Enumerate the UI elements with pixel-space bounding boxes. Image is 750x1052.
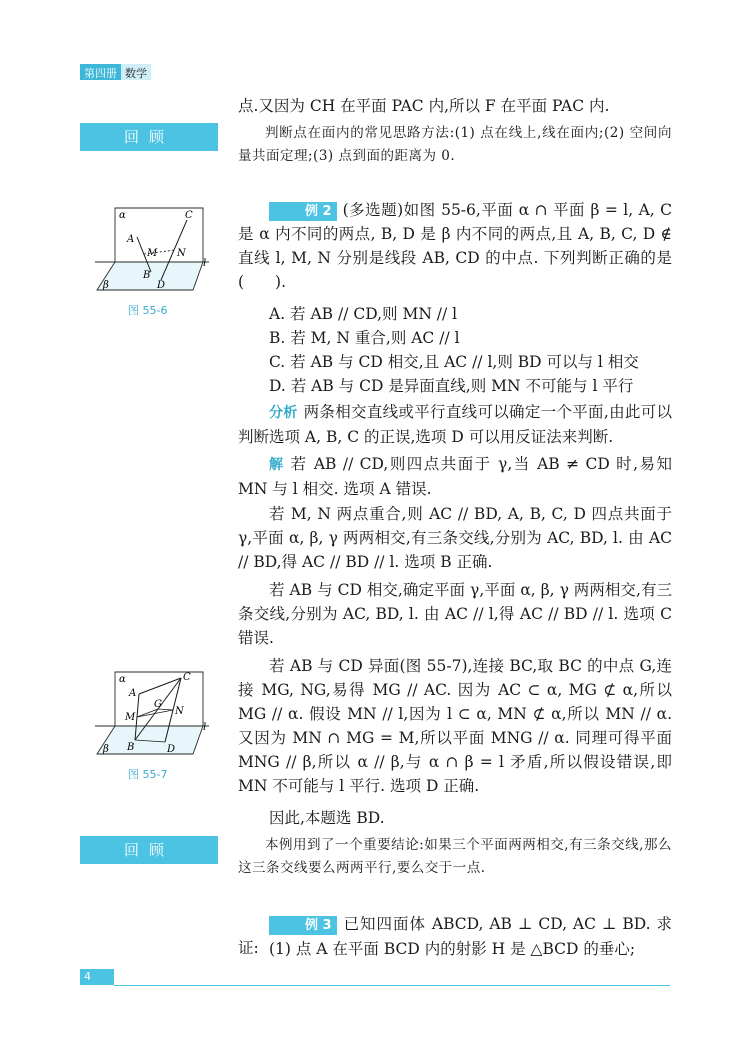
label-d: D bbox=[157, 280, 166, 291]
label-a: A bbox=[127, 234, 135, 245]
top-line: 点.又因为 CH 在平面 PAC 内,所以 F 在平面 PAC 内. bbox=[238, 97, 610, 115]
label-beta: β bbox=[103, 280, 109, 291]
label-alpha: α bbox=[119, 674, 126, 685]
label-b: B bbox=[127, 742, 135, 753]
option-b: B. 若 M, N 重合,则 AC // l bbox=[269, 329, 460, 347]
figure-55-6 bbox=[95, 204, 215, 294]
label-alpha: α bbox=[119, 210, 126, 221]
header-tag bbox=[80, 64, 151, 80]
page-number: 4 bbox=[80, 969, 114, 985]
label-c: C bbox=[185, 210, 193, 221]
example-2-tag: 例 2 bbox=[269, 202, 337, 221]
figure-55-7 bbox=[95, 668, 215, 758]
solution-paragraph-2: 若 M, N 两点重合,则 AC // BD, A, B, C, D 四点共面于 γ,平面 α, β, γ 两两相交,有三条交线,分别为 AC, BD, l. 由 AC // BD,得 AC // BD // l. 选项 B 正确. bbox=[238, 505, 672, 571]
example-3-part-1: (1) 点 A 在平面 BCD 内的射影 H 是 △BCD 的垂心; bbox=[269, 940, 636, 958]
option-d: D. 若 AB 与 CD 是异面直线,则 MN 不可能与 l 平行 bbox=[269, 377, 634, 395]
analysis-label: 分析 bbox=[269, 405, 298, 421]
review-box-2: 回顾 bbox=[80, 836, 218, 864]
example-3-tag: 例 3 bbox=[269, 916, 337, 935]
option-a: A. 若 AB // CD,则 MN // l bbox=[269, 305, 458, 323]
solution-paragraph-4: 若 AB 与 CD 异面(图 55-7),连接 BC,取 BC 的中点 G,连接 MG, NG,易得 MG // AC. 因为 AC ⊂ α, MG ⊄ α,所以 MG // α. 假设 MN // l,因为 l ⊂ α, MN ⊄ α,所以 MN // α. 又因为 MN ∩ MG = M,所以平面 MNG // α. 同理可得平面 MNG // β,所以 α // β,与 α ∩ β = l 矛盾,所以假设错误,即 MN 不可能与 l 平行. 选项 D 正确. bbox=[238, 657, 672, 795]
solution-paragraph-3: 若 AB 与 CD 相交,确定平面 γ,平面 α, β, γ 两两相交,有三条交线,分别为 AC, BD, l. 由 AC // l,得 AC // BD // l. 选项 C 错误. bbox=[238, 581, 672, 647]
example-3-stem-text: 已知四面体 ABCD, AB ⊥ CD, AC ⊥ BD. 求证: bbox=[238, 915, 672, 957]
example-2-stem-text: (多选题)如图 55-6,平面 α ∩ 平面 β = l, A, C 是 α 内不同的两点, B, D 是 β 内不同的两点,且 A, B, C, D ∉ 直线 l, M, N 分别是线段 AB, CD 的中点. 下列判断正确的是( ). bbox=[238, 201, 672, 291]
label-m: M bbox=[125, 712, 136, 723]
label-l: l bbox=[203, 722, 207, 733]
solution-text-1: 若 AB // CD,则四点共面于 γ,当 AB ≠ CD 时,易知 MN 与 l 相交. 选项 A 错误. bbox=[238, 455, 672, 498]
label-c: C bbox=[183, 672, 191, 683]
figure-caption-55-6: 图 55-6 bbox=[128, 304, 168, 317]
label-g: G bbox=[154, 699, 162, 710]
plane-beta bbox=[97, 726, 203, 754]
solution-label: 解 bbox=[269, 457, 285, 473]
subject-label: 数学 bbox=[121, 64, 151, 80]
label-n: N bbox=[177, 248, 186, 259]
solution-conclusion: 因此,本题选 BD. bbox=[269, 809, 385, 827]
label-m: M bbox=[147, 248, 158, 259]
review-box-1: 回顾 bbox=[80, 123, 218, 151]
example-2-stem bbox=[238, 198, 672, 294]
label-beta: β bbox=[103, 744, 109, 755]
solution-paragraph-1 bbox=[238, 452, 672, 501]
figure-caption-55-7: 图 55-7 bbox=[128, 768, 168, 781]
review-text-1: 判断点在面内的常见思路方法:(1) 点在线上,线在面内;(2) 空间向量共面定理;(3) 点到面的距离为 0. bbox=[238, 125, 672, 164]
label-b: B bbox=[143, 270, 151, 281]
label-d: D bbox=[167, 744, 176, 755]
segment-mn bbox=[137, 710, 173, 717]
volume-label: 第四册 bbox=[80, 64, 121, 80]
option-c: C. 若 AB 与 CD 相交,且 AC // l,则 BD 可以与 l 相交 bbox=[269, 353, 639, 371]
analysis-paragraph bbox=[238, 400, 672, 449]
review-text-2: 本例用到了一个重要结论:如果三个平面两两相交,有三条交线,那么这三条交线要么两两平行,要么交于一点. bbox=[238, 837, 672, 876]
label-a: A bbox=[129, 688, 137, 699]
label-n: N bbox=[175, 706, 184, 717]
analysis-text: 两条相交直线或平行直线可以确定一个平面,由此可以判断选项 A, B, C 的正误,选项 D 可以用反证法来判断. bbox=[238, 403, 672, 446]
label-l: l bbox=[203, 258, 207, 269]
footer-rule bbox=[114, 985, 670, 986]
